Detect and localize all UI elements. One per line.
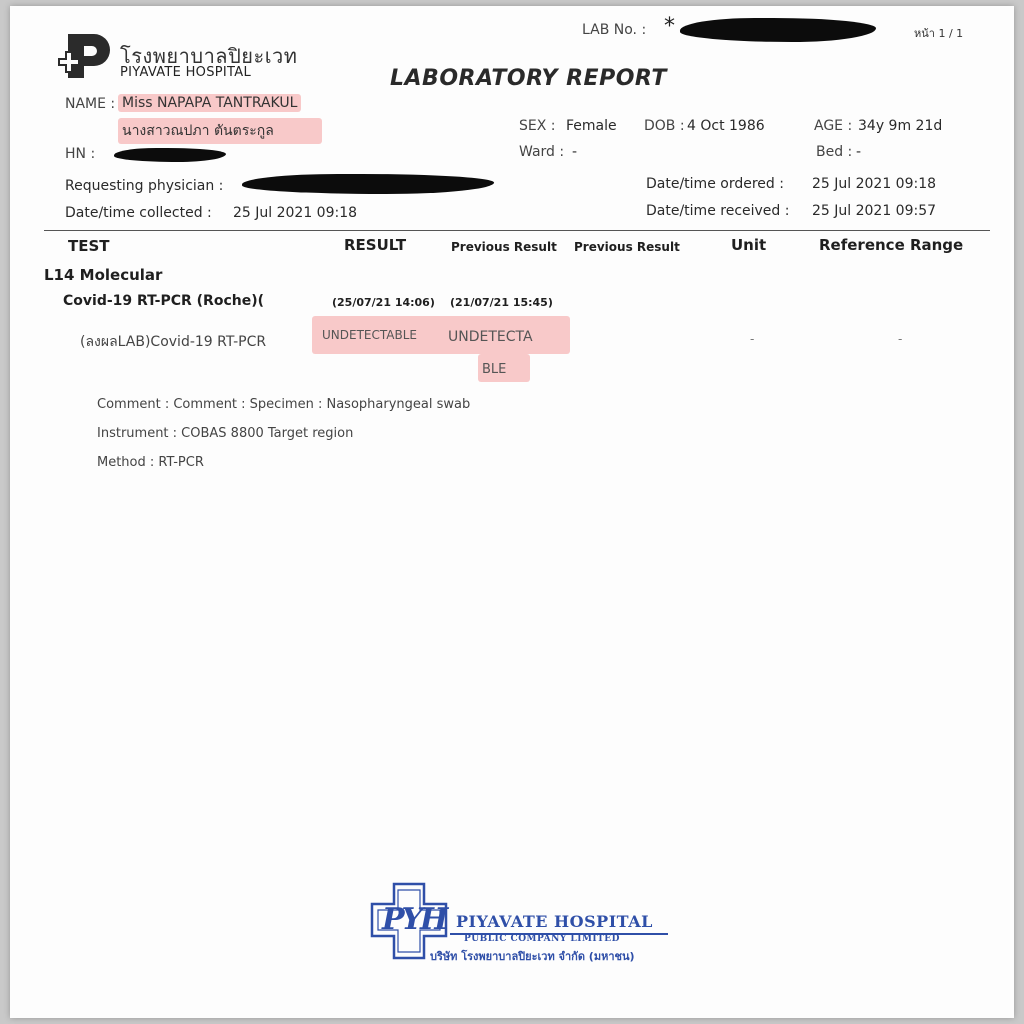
dob-label: DOB : xyxy=(644,118,685,134)
col-header-unit: Unit xyxy=(731,236,767,254)
hospital-name-en: PIYAVATE HOSPITAL xyxy=(120,65,251,80)
row-result: UNDETECTABLE xyxy=(322,328,417,342)
ward-label: Ward : xyxy=(519,144,565,160)
hn-label: HN : xyxy=(65,146,96,162)
age-value: 34y 9m 21d xyxy=(858,118,943,134)
lab-no-asterisk: * xyxy=(664,14,675,39)
patient-name-en: Miss NAPAPA TANTRAKUL xyxy=(118,94,301,112)
name-label: NAME : xyxy=(65,96,116,112)
dob-value: 4 Oct 1986 xyxy=(687,118,765,134)
comment-specimen: Comment : Comment : Specimen : Nasopharyngeal swab xyxy=(97,397,471,412)
row-test-name: (ลงผลLAB)Covid-19 RT-PCR xyxy=(80,334,267,350)
collected-label: Date/time collected : xyxy=(65,205,212,221)
received-label: Date/time received : xyxy=(646,203,790,219)
lab-no-label: LAB No. : xyxy=(582,22,647,38)
lab-no-redaction xyxy=(680,18,876,42)
ordered-label: Date/time ordered : xyxy=(646,176,784,192)
col-header-prev2: Previous Result xyxy=(574,240,680,254)
age-label: AGE : xyxy=(814,118,853,134)
ward-value: - xyxy=(572,144,578,160)
row-unit: - xyxy=(750,332,755,346)
physician-label: Requesting physician : xyxy=(65,178,224,194)
col-header-ref: Reference Range xyxy=(819,236,964,254)
row-prev1-line2: BLE xyxy=(482,362,507,377)
lab-report-page xyxy=(10,6,1014,1018)
prev1-date: (25/07/21 14:06) xyxy=(332,296,435,309)
row-prev1-line1: UNDETECTA xyxy=(448,329,533,345)
page-number: หน้า 1 / 1 xyxy=(914,27,964,40)
test-group-title: Covid-19 RT-PCR (Roche)( xyxy=(63,293,265,309)
col-header-prev1: Previous Result xyxy=(451,240,557,254)
collected-value: 25 Jul 2021 09:18 xyxy=(233,205,358,221)
physician-redaction xyxy=(242,174,494,194)
bed-label: Bed : xyxy=(816,144,853,160)
received-value: 25 Jul 2021 09:57 xyxy=(812,203,937,219)
stamp-line1: PIYAVATE HOSPITAL xyxy=(456,912,653,931)
section-title: L14 Molecular xyxy=(44,266,163,284)
bed-value: - xyxy=(856,144,862,160)
stamp-monogram: PYH xyxy=(382,902,446,937)
prev2-date: (21/07/21 15:45) xyxy=(450,296,553,309)
comment-method: Method : RT-PCR xyxy=(97,455,204,470)
stamp-line2: PUBLIC COMPANY LIMITED xyxy=(464,934,620,944)
col-header-result: RESULT xyxy=(344,236,407,254)
ordered-value: 25 Jul 2021 09:18 xyxy=(812,176,937,192)
header-rule xyxy=(44,230,990,231)
patient-name-th: นางสาวณปภา ตันตระกูล xyxy=(118,118,322,144)
stamp-line3: บริษัท โรงพยาบาลปิยะเวท จำกัด (มหาชน) xyxy=(430,950,635,963)
col-header-test: TEST xyxy=(68,237,110,255)
sex-value: Female xyxy=(566,118,617,134)
sex-label: SEX : xyxy=(519,118,556,134)
comment-instrument: Instrument : COBAS 8800 Target region xyxy=(97,426,354,441)
hospital-logo-icon xyxy=(54,28,116,84)
hn-redaction xyxy=(114,148,226,162)
row-ref: - xyxy=(898,332,903,346)
hospital-name-thai: โรงพยาบาลปิยะเวท xyxy=(120,44,298,68)
report-title: LABORATORY REPORT xyxy=(390,66,667,91)
